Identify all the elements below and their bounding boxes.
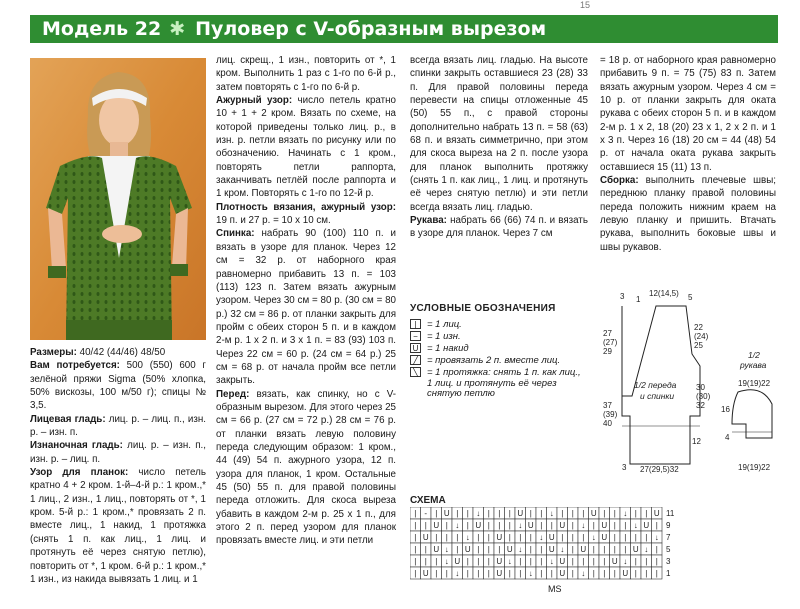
sleeve-top: 19(19)22: [738, 379, 771, 388]
chart-stitch-symbol: |: [613, 533, 616, 542]
chart-stitch-symbol: U: [496, 557, 503, 566]
purl-stitch-paragraph: Изнаночная гладь: лиц. р. – изн. п., изн. р. – лиц. п.: [30, 440, 206, 465]
chart-stitch-symbol: |: [477, 557, 480, 566]
chart-stitch-symbol: -: [424, 509, 428, 518]
text-column-3: [410, 54, 588, 241]
chart-stitch-symbol: |: [655, 521, 658, 530]
chart-stitch-symbol: |: [498, 545, 501, 554]
chart-stitch-symbol: |: [582, 557, 585, 566]
dim-right: 30: [696, 383, 705, 392]
band-pattern-paragraph: Узор для планок: число петель кратно 4 + 2 кром. 1-й–4-й р.: 1 кром.,* 1 лиц., 2 изн., 1 лиц., повторять от *, 1 кром. 5-й р.: 1 кром.,* провязать 2 п. вместе лиц., 1 накид, 1 протяжка (снять 1 п. как лиц., 1 лиц. и протянуть её через снятую петлю), повторить от *, 1 кром. 6-й р.: 1 кром.,* 1 изн., из накида вывязать 1 лиц. и 1: [30, 467, 206, 585]
chart-stitch-symbol: |: [645, 557, 648, 566]
model-photo: [30, 58, 206, 340]
chart-stitch-symbol: |: [582, 533, 585, 542]
chart-stitch-symbol: |: [634, 569, 637, 578]
chart-row-label: 9: [666, 521, 671, 530]
chart-stitch-symbol: ↓: [465, 533, 470, 542]
page-number: 15: [580, 0, 591, 10]
chart-stitch-symbol: |: [603, 545, 606, 554]
sleeve-continued: = 18 р. от наборного края равномерно прибавить 9 п. = 75 (75) 83 п. Затем вязать ажурным узором. Через 4 см = 10 р. от планки закрыть для оката рукава с обеих сторон 5 п. и в каждом 2-м р. 1 х 2, 18 (20) 23 х 1, 2 х 2 п. и 1 х 3 п. Через 16 (18) 20 см = 44 (48) 54 р. от начала оката рукава закрыть оставшиеся 15 (11) 13 п.: [600, 55, 776, 173]
chart-row-labels: [666, 509, 675, 578]
sleeve-bottom: 19(19)22: [738, 463, 771, 472]
chart-stitch-symbol: |: [613, 521, 616, 530]
chart-stitch-symbol: |: [435, 557, 438, 566]
knit-symbol-icon: |: [410, 319, 421, 329]
chart-stitch-symbol: |: [456, 545, 459, 554]
chart-stitch-symbol: |: [613, 509, 616, 518]
pattern-schematic: [600, 286, 780, 476]
chart-stitch-symbol: |: [435, 509, 438, 518]
chart-stitch-symbol: |: [477, 545, 480, 554]
yarn-over-symbol-icon: U: [410, 343, 421, 353]
chart-grid: [410, 507, 662, 579]
density-paragraph: Плотность вязания, ажурный узор: 19 п. и 27 р. = 10 х 10 см.: [216, 201, 396, 227]
chart-stitch-symbol: |: [435, 533, 438, 542]
model-label: Модель 22: [42, 18, 162, 40]
chart-stitch-symbol: |: [634, 533, 637, 542]
chart-stitch-symbol: |: [603, 509, 606, 518]
chart-stitch-symbol: U: [433, 545, 440, 554]
chart-stitch-symbol: ↓: [549, 509, 554, 518]
chart-stitch-symbol: ↓: [623, 509, 628, 518]
chart-stitch-symbol: ↓: [539, 533, 544, 542]
chart-stitch-symbol: U: [433, 521, 440, 530]
garment-title: Пуловер с V-образным вырезом: [195, 18, 547, 40]
legend-item: U = 1 накид: [410, 343, 590, 355]
openwork-paragraph: Ажурный узор: число петель кратно 10 + 1 + 2 кром. Вязать по схеме, на которой приведены только лиц. р., в изн. р. петли вязать по рисунку или по обозначению. Начинать с 1 кром., повторять петли раппорта, заканчивать петлёй после раппорта и 1 кром. Повторять с 1-го по 12-й р.: [216, 95, 396, 200]
chart-stitch-symbol: |: [645, 533, 648, 542]
chart-stitch-symbol: |: [634, 557, 637, 566]
chart-stitch-symbol: |: [540, 569, 543, 578]
chart-stitch-symbol: |: [540, 545, 543, 554]
sleeve-side: 4: [725, 433, 730, 442]
assembly-paragraph: Сборка: выполнить плечевые швы; переднюю планку правой половины переда положить нижним краем на левую планку и пришить. Втачать рукава, выполнить боковые швы и швы рукавов.: [600, 175, 776, 253]
chart-stitch-symbol: U: [548, 545, 555, 554]
chart-stitch-symbol: |: [624, 545, 627, 554]
chart-stitch-symbol: ↓: [518, 545, 523, 554]
chart-stitch-symbol: |: [477, 569, 480, 578]
chart-stitch-symbol: |: [519, 569, 522, 578]
chart-stitch-symbol: |: [445, 521, 448, 530]
sleeve-paragraph: Рукава: набрать 66 (66) 74 п. и вязать в узоре для планок. Через 7 см: [410, 215, 588, 240]
front-paragraph: Перед: вязать, как спинку, но с V-образным вырезом. Для этого через 25 см = 66 р. (27 см = 72 р.) 28 см = 76 р. от планки вязать левую половину переда следующим образом: 1 кром., 44 (49) 54 п. ажурного узора, 12 п. узора для планок, 1 кром. Остальные 45 (50) 55 п. для правой половины переда отложить. Для скоса выреза убавить в каждом 2-м р. 25 х 1 п., для этого 2 п. перед узором для планок провязать вместе лиц. и эти петли: [216, 388, 396, 547]
chart-stitch-symbol: |: [414, 521, 417, 530]
chart-stitch-symbol: ↓: [476, 509, 481, 518]
chart-stitch-symbol: |: [613, 545, 616, 554]
sleeve-outline: [732, 390, 772, 438]
chart-stitch-symbol: U: [475, 521, 482, 530]
chart-stitch-symbol: ↓: [644, 545, 649, 554]
chart-stitch-symbol: U: [517, 509, 524, 518]
chart-stitch-symbol: |: [571, 545, 574, 554]
band-pattern-continued: лиц. скрещ., 1 изн., повторить от *, 1 кром. Выполнить 1 раз с 1-го по 6-й р., затем повторять с 1-го по 6-й р.: [216, 55, 396, 93]
symbols-legend: [410, 303, 590, 399]
chart-stitch-symbol: |: [592, 557, 595, 566]
back-paragraph: Спинка: набрать 90 (100) 110 п. и вязать в узоре для планок. Через 12 см = 32 р. от наборного края равномерно прибавить 13 п. = 103 (113) 123 п. Затем вязать ажурным узором. Через 30 см = 80 р. (30 см = 80 р.) 32 см = 86 р. от планки закрыть для пройм с обеих сторон 5 п. и в каждом 2-м р. 1 х 2 п. и 3 х 1 п. = 83 (93) 103 п. Через 22 см = 60 р. (24 см = 64 р.) 25 см = 68 р. от начала пройм все петли закрыть.: [216, 228, 396, 387]
chart-stitch-symbol: |: [414, 533, 417, 542]
dim-top-left: 3: [620, 292, 625, 301]
chart-stitch-symbol: |: [508, 521, 511, 530]
chart-stitch-symbol: U: [454, 557, 461, 566]
chart-stitch-symbol: |: [603, 569, 606, 578]
dim-right: (30): [696, 392, 711, 401]
chart-stitch-symbol: |: [414, 545, 417, 554]
chart-stitch-symbol: ↓: [528, 569, 533, 578]
chart-stitch-symbol: U: [443, 509, 450, 518]
chart-stitch-symbol: |: [571, 521, 574, 530]
chart-stitch-symbol: U: [559, 569, 566, 578]
chart-stitch-symbol: |: [634, 509, 637, 518]
chart-stitch-symbol: |: [445, 569, 448, 578]
chart-stitch-symbol: |: [466, 569, 469, 578]
dim-left: (39): [603, 410, 618, 419]
chart-stitch-symbol: |: [624, 521, 627, 530]
legend-item: ╱ = провязать 2 п. вместе лиц.: [410, 355, 590, 367]
sizes-paragraph: Размеры: 40/42 (44/46) 48/50: [30, 347, 166, 358]
chart-stitch-symbol: |: [466, 521, 469, 530]
chart-stitch-symbol: |: [529, 557, 532, 566]
chart-stitch-symbol: ↓: [581, 569, 586, 578]
chart-stitch-symbol: |: [519, 557, 522, 566]
chart-stitch-symbol: U: [422, 569, 429, 578]
chart-stitch-symbol: ↓: [591, 533, 596, 542]
chart-stitch-symbol: |: [519, 533, 522, 542]
chart-stitch-symbol: |: [424, 557, 427, 566]
dim-left: 40: [603, 419, 612, 428]
chart-stitch-symbol: |: [592, 521, 595, 530]
k2tog-symbol-icon: ╱: [410, 355, 421, 365]
chart-stitch-symbol: ↓: [654, 533, 659, 542]
chart-stitch-symbol: ↓: [444, 557, 449, 566]
chart-stitch-symbol: |: [466, 509, 469, 518]
chart-row-label: 1: [666, 569, 671, 578]
chart-stitch-symbol: ↓: [455, 569, 460, 578]
chart-stitch-symbol: ↓: [623, 557, 628, 566]
chart-stitch-symbol: |: [487, 533, 490, 542]
chart-stitch-symbol: ↓: [560, 545, 565, 554]
chart-stitch-symbol: U: [601, 521, 608, 530]
chart-stitch-symbol: U: [559, 557, 566, 566]
body-label-2: и спинки: [640, 391, 675, 401]
chart-stitch-symbol: U: [548, 533, 555, 542]
chart-stitch-symbol: U: [496, 533, 503, 542]
chart-stitch-symbol: |: [592, 569, 595, 578]
chart-stitch-symbol: |: [613, 569, 616, 578]
dim-left: 27: [603, 329, 612, 338]
chart-stitch-symbol: ↓: [507, 557, 512, 566]
chart-stitch-symbol: |: [540, 557, 543, 566]
chart-stitch-symbol: U: [527, 521, 534, 530]
chart-stitch-symbol: |: [571, 533, 574, 542]
chart-stitch-symbol: U: [601, 533, 608, 542]
chart-stitch-symbol: |: [571, 557, 574, 566]
chart-stitch-symbol: |: [487, 569, 490, 578]
knitting-chart: [410, 507, 685, 585]
chart-stitch-symbol: U: [559, 521, 566, 530]
chart-stitch-symbol: U: [422, 533, 429, 542]
chart-row-label: 5: [666, 545, 671, 554]
ms-label: MS: [548, 584, 562, 594]
chart-stitch-symbol: ↓: [518, 521, 523, 530]
chart-stitch-symbol: ↓: [549, 557, 554, 566]
chart-stitch-symbol: |: [550, 569, 553, 578]
legend-item: − = 1 изн.: [410, 331, 590, 343]
chart-stitch-symbol: U: [632, 545, 639, 554]
chart-stitch-symbol: |: [435, 569, 438, 578]
chart-stitch-symbol: |: [414, 569, 417, 578]
purl-symbol-icon: −: [410, 331, 421, 341]
chart-row-label: 7: [666, 533, 671, 542]
chart-stitch-symbol: |: [561, 509, 564, 518]
dim-top-middle: 12(14,5): [649, 289, 679, 298]
chart-stitch-symbol: |: [603, 557, 606, 566]
chart-stitch-symbol: |: [655, 545, 658, 554]
sleeve-label: 1/2: [748, 350, 760, 360]
chart-stitch-symbol: |: [571, 569, 574, 578]
chart-stitch-symbol: |: [456, 533, 459, 542]
chart-stitch-symbol: ↓: [633, 521, 638, 530]
chart-stitch-symbol: |: [529, 509, 532, 518]
sleeve-left: 16: [721, 405, 730, 414]
chart-stitch-symbol: U: [611, 557, 618, 566]
chart-stitch-symbol: |: [508, 533, 511, 542]
chart-stitch-symbol: |: [487, 557, 490, 566]
chart-stitch-symbol: |: [498, 521, 501, 530]
chart-stitch-symbol: U: [590, 509, 597, 518]
chart-stitch-symbol: |: [540, 521, 543, 530]
materials-paragraph: Вам потребуется: 500 (550) 600 г зелёной пряжи Sigma (50% хлопка, 50% вискозы, 100 м/50 г); спицы № 3,5.: [30, 360, 206, 412]
chart-stitch-symbol: |: [508, 509, 511, 518]
chart-stitch-symbol: U: [580, 545, 587, 554]
chart-stitch-symbol: |: [424, 545, 427, 554]
legend-item: ╲ = 1 протяжка: снять 1 п. как лиц.,: [410, 367, 590, 379]
sleeve-label-2: рукава: [740, 360, 767, 370]
page-header: [30, 15, 778, 43]
chart-stitch-symbol: |: [540, 509, 543, 518]
text-column-4: [600, 54, 776, 254]
ssk-symbol-icon: ╲: [410, 367, 421, 377]
chart-stitch-symbol: U: [643, 521, 650, 530]
chart-stitch-symbol: |: [466, 557, 469, 566]
chart-stitch-symbol: |: [498, 509, 501, 518]
chart-stitch-symbol: |: [645, 509, 648, 518]
chart-stitch-symbol: |: [624, 533, 627, 542]
face-stitch-paragraph: Лицевая гладь: лиц. р. – лиц. п., изн. р. – изн. п.: [30, 413, 206, 439]
chart-stitch-symbol: ↓: [444, 545, 449, 554]
chart-stitch-symbol: |: [414, 509, 417, 518]
chart-stitch-symbol: |: [571, 509, 574, 518]
chart-stitch-symbol: |: [655, 569, 658, 578]
chart-stitch-symbol: |: [414, 557, 417, 566]
text-column-1: [30, 346, 206, 586]
chart-stitch-symbol: U: [653, 509, 660, 518]
chart-stitch-symbol: |: [592, 545, 595, 554]
chart-stitch-symbol: |: [561, 533, 564, 542]
chart-stitch-symbol: |: [655, 557, 658, 566]
chart-stitch-symbol: U: [496, 569, 503, 578]
chart-stitch-symbol: |: [529, 533, 532, 542]
chart-stitch-symbol: |: [456, 509, 459, 518]
legend-item-continued: 1 лиц. и протянуть её через: [427, 378, 557, 389]
chart-stitch-symbol: ↓: [581, 521, 586, 530]
chart-stitch-symbol: |: [445, 533, 448, 542]
star-icon: ✱: [169, 18, 186, 40]
dim-bottom: 27(29,5)32: [640, 465, 679, 474]
text-column-2: [216, 54, 396, 548]
legend-item: | = 1 лиц.: [410, 319, 590, 331]
dim-right: 22: [694, 323, 703, 332]
dim-top-right: 5: [688, 293, 693, 302]
chart-stitch-symbol: |: [645, 569, 648, 578]
dim-left: 29: [603, 347, 612, 356]
chart-stitch-symbol: U: [506, 545, 513, 554]
body-label: 1/2 переда: [634, 380, 677, 390]
chart-stitch-symbol: |: [550, 521, 553, 530]
chart-stitch-symbol: |: [424, 521, 427, 530]
dim-right: 32: [696, 401, 705, 410]
schema-title: СХЕМА: [410, 495, 446, 506]
chart-stitch-symbol: |: [487, 545, 490, 554]
dim-right: 25: [694, 341, 703, 350]
page-title: [42, 18, 546, 40]
chart-stitch-symbol: |: [582, 509, 585, 518]
dim-right: (24): [694, 332, 709, 341]
dim-left: (27): [603, 338, 618, 347]
dim-left: 37: [603, 401, 612, 410]
dim-right: 12: [692, 437, 701, 446]
chart-stitch-symbol: ↓: [455, 521, 460, 530]
chart-stitch-symbol: U: [464, 545, 471, 554]
chart-stitch-symbol: |: [529, 545, 532, 554]
dim-bottom-left: 3: [622, 463, 627, 472]
dim-top-right-small: 1: [636, 295, 641, 304]
legend-item-continued: снятую петлю: [427, 388, 495, 399]
chart-stitch-symbol: |: [477, 533, 480, 542]
chart-row-label: 3: [666, 557, 671, 566]
legend-title: УСЛОВНЫЕ ОБОЗНАЧЕНИЯ: [410, 303, 556, 314]
chart-row-label: 11: [666, 509, 675, 518]
chart-stitch-symbol: |: [508, 569, 511, 578]
chart-stitch-symbol: |: [487, 521, 490, 530]
front-continued: всегда вязать лиц. гладью. На высоте спинки закрыть оставшиеся 23 (28) 33 п. Для правой половины переда перевести на спицы отложенные 45 (50) 55 п., с правой стороны дополнительно набрать 13 п. = 58 (63) 68 п. и вязать симметрично, при этом для скоса выреза на 2 п. после узора для планок выполнить протяжку (снять 1 п. как лиц., 1 лиц. и протянуть её через снятую петлю) и эти петли всегда вязать лиц. гладью.: [410, 55, 588, 213]
chart-stitch-symbol: |: [487, 509, 490, 518]
chart-stitch-symbol: U: [622, 569, 629, 578]
